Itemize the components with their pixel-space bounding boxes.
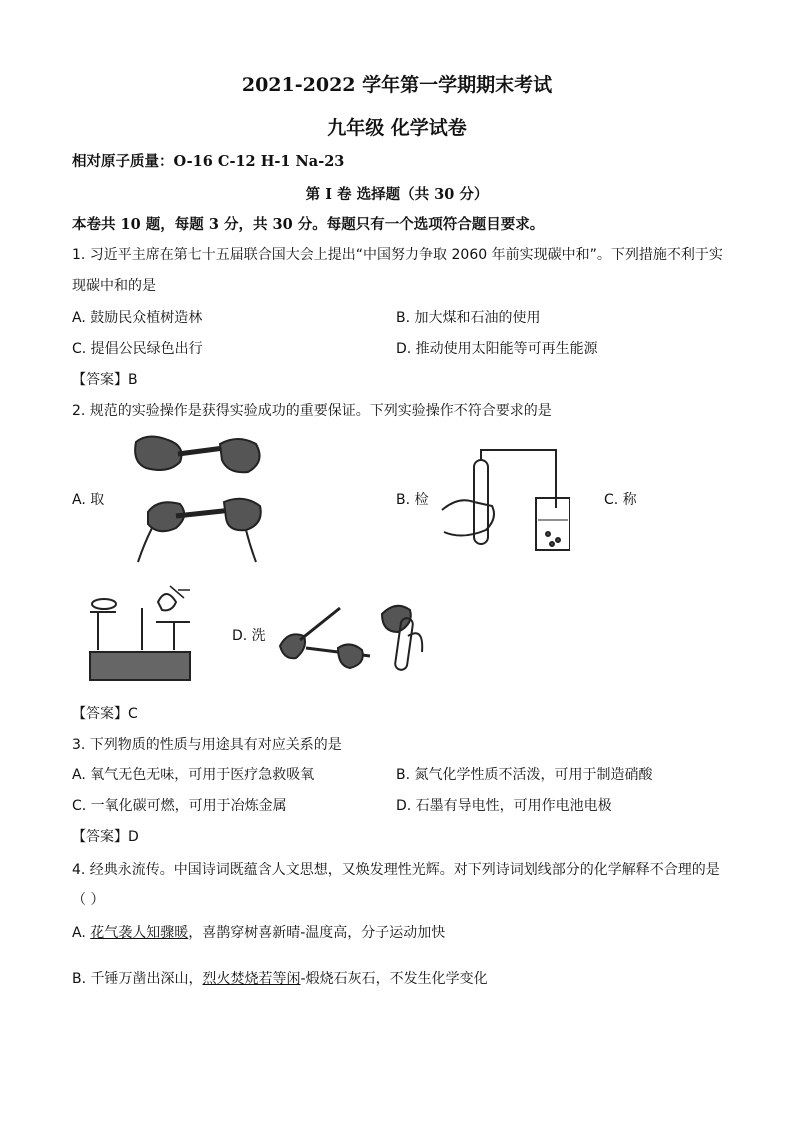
- q1-option-c: C. 提倡公民绿色出行: [72, 341, 203, 357]
- q4-option-b-underlined: 烈火焚烧若等闲: [202, 971, 301, 987]
- q1-option-b: B. 加大煤和石油的使用: [396, 310, 541, 326]
- q4-option-a: [72, 922, 445, 942]
- q2-answer: 【答案】C: [72, 706, 138, 722]
- exam-title: 2021-2022 学年第一学期期末考试: [241, 74, 553, 96]
- figure-weighing-balance: [86, 582, 198, 686]
- q2-option-a: A. 取: [72, 492, 105, 508]
- q2-stem: 2. 规范的实验操作是获得实验成功的重要保证。下列实验操作不符合要求的是: [72, 403, 552, 419]
- q1-option-d: D. 推动使用太阳能等可再生能源: [396, 341, 598, 357]
- exam-subtitle: 九年级 化学试卷: [327, 117, 467, 139]
- q3-option-a: A. 氧气无色无味，可用于医疗急救吸氧: [72, 767, 315, 783]
- q2-option-d: D. 洗: [232, 628, 266, 644]
- q3-answer: 【答案】D: [72, 829, 139, 845]
- q4-option-a-underlined: 花气袭人知骤暖: [90, 925, 189, 941]
- figure-check-airtightness: [440, 448, 570, 556]
- q2-option-b: B. 检: [396, 492, 429, 508]
- q2-option-c: C. 称: [604, 492, 637, 508]
- q4-stem: 4. 经典永流传。中国诗词既蕴含人文思想，又焕发理性光辉。对下列诗词划线部分的化学解释不合理的是: [72, 862, 720, 878]
- q1-option-a: A. 鼓励民众植树造林: [72, 310, 203, 326]
- q1-stem-line2: 现碳中和的是: [72, 278, 156, 294]
- q1-answer: 【答案】B: [72, 372, 138, 388]
- atomic-mass-line: 相对原子质量：O-16 C-12 H-1 Na-23: [72, 153, 345, 170]
- q4-blank-paren: （ ）: [72, 892, 105, 908]
- q4-option-a-rest: ，喜鹊穿树喜新晴-温度高，分子运动加快: [188, 925, 446, 941]
- q4-option-b-prefix: B. 千锤万凿出深山，: [72, 971, 203, 987]
- q4-option-b: [72, 968, 488, 988]
- q3-stem: 3. 下列物质的性质与用途具有对应关系的是: [72, 737, 342, 753]
- figure-pour-liquid: [128, 432, 268, 567]
- q3-option-d: D. 石墨有导电性，可用作电池电极: [396, 798, 612, 814]
- q4-option-a-prefix: A.: [72, 925, 91, 941]
- q3-option-b: B. 氮气化学性质不活泼，可用于制造硝酸: [396, 767, 653, 783]
- q4-option-b-rest: -煅烧石灰石，不发生化学变化: [300, 971, 488, 987]
- section-heading: 第 I 卷 选择题（共 30 分）: [305, 186, 489, 203]
- figure-wash-test-tube: [278, 596, 426, 676]
- section-instructions: 本卷共 10 题，每题 3 分，共 30 分。每题只有一个选项符合题目要求。: [72, 216, 545, 233]
- q1-stem-line1: 1. 习近平主席在第七十五届联合国大会上提出“中国努力争取 2060 年前实现碳中和”。下列措施不利于实: [72, 247, 723, 263]
- q3-option-c: C. 一氧化碳可燃，可用于冶炼金属: [72, 798, 287, 814]
